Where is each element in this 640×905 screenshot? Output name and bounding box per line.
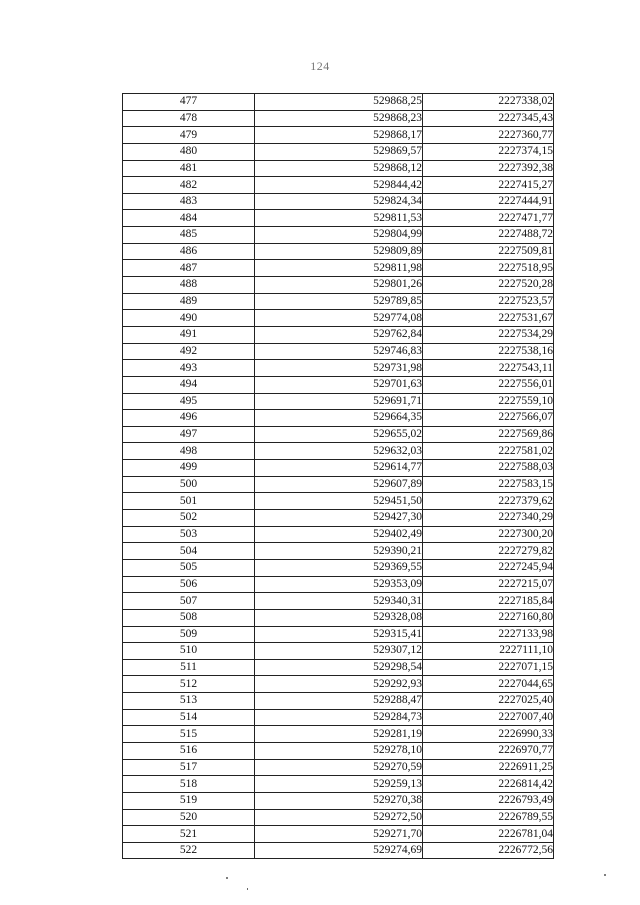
table-row xyxy=(123,676,554,693)
y-coordinate-cell: 2227523,57 xyxy=(423,293,554,310)
point-number-cell: 481 xyxy=(123,160,255,177)
point-number-cell: 515 xyxy=(123,726,255,743)
y-coordinate-cell: 2227566,07 xyxy=(423,410,554,427)
x-coordinate-cell: 529801,26 xyxy=(255,277,423,294)
point-number-cell: 492 xyxy=(123,343,255,360)
y-coordinate-cell: 2227518,95 xyxy=(423,260,554,277)
point-number-cell: 522 xyxy=(123,842,255,859)
point-number-cell: 480 xyxy=(123,143,255,160)
y-coordinate-cell: 2227588,03 xyxy=(423,460,554,477)
point-number-cell: 512 xyxy=(123,676,255,693)
y-coordinate-cell: 2227392,38 xyxy=(423,160,554,177)
point-number-cell: 483 xyxy=(123,193,255,210)
y-coordinate-cell: 2226772,56 xyxy=(423,842,554,859)
x-coordinate-cell: 529789,85 xyxy=(255,293,423,310)
x-coordinate-cell: 529328,08 xyxy=(255,609,423,626)
point-number-cell: 498 xyxy=(123,443,255,460)
scan-speck xyxy=(226,877,228,879)
x-coordinate-cell: 529284,73 xyxy=(255,709,423,726)
table-row xyxy=(123,110,554,127)
point-number-cell: 489 xyxy=(123,293,255,310)
y-coordinate-cell: 2227569,86 xyxy=(423,426,554,443)
x-coordinate-cell: 529288,47 xyxy=(255,693,423,710)
table-row xyxy=(123,326,554,343)
point-number-cell: 510 xyxy=(123,643,255,660)
table-row xyxy=(123,809,554,826)
point-number-cell: 485 xyxy=(123,227,255,244)
coordinates-table xyxy=(122,93,554,859)
table-row xyxy=(123,177,554,194)
point-number-cell: 519 xyxy=(123,792,255,809)
table-row xyxy=(123,426,554,443)
y-coordinate-cell: 2227543,11 xyxy=(423,360,554,377)
table-row xyxy=(123,476,554,493)
point-number-cell: 516 xyxy=(123,742,255,759)
y-coordinate-cell: 2227534,29 xyxy=(423,326,554,343)
y-coordinate-cell: 2227340,29 xyxy=(423,510,554,527)
x-coordinate-cell: 529824,34 xyxy=(255,193,423,210)
y-coordinate-cell: 2227111,10 xyxy=(423,643,554,660)
table-row xyxy=(123,576,554,593)
table-row xyxy=(123,143,554,160)
table-row xyxy=(123,410,554,427)
x-coordinate-cell: 529746,83 xyxy=(255,343,423,360)
y-coordinate-cell: 2226814,42 xyxy=(423,776,554,793)
x-coordinate-cell: 529278,10 xyxy=(255,742,423,759)
y-coordinate-cell: 2227071,15 xyxy=(423,659,554,676)
x-coordinate-cell: 529869,57 xyxy=(255,143,423,160)
y-coordinate-cell: 2226911,25 xyxy=(423,759,554,776)
table-row xyxy=(123,526,554,543)
table-row xyxy=(123,360,554,377)
x-coordinate-cell: 529731,98 xyxy=(255,360,423,377)
y-coordinate-cell: 2227556,01 xyxy=(423,376,554,393)
table-row xyxy=(123,792,554,809)
point-number-cell: 507 xyxy=(123,593,255,610)
point-number-cell: 511 xyxy=(123,659,255,676)
table-row xyxy=(123,227,554,244)
page-number: 124 xyxy=(310,59,330,73)
point-number-cell: 520 xyxy=(123,809,255,826)
point-number-cell: 514 xyxy=(123,709,255,726)
point-number-cell: 493 xyxy=(123,360,255,377)
y-coordinate-cell: 2227379,62 xyxy=(423,493,554,510)
x-coordinate-cell: 529868,25 xyxy=(255,94,423,111)
x-coordinate-cell: 529292,93 xyxy=(255,676,423,693)
y-coordinate-cell: 2227531,67 xyxy=(423,310,554,327)
table-row xyxy=(123,826,554,843)
point-number-cell: 521 xyxy=(123,826,255,843)
point-number-cell: 501 xyxy=(123,493,255,510)
table-row xyxy=(123,277,554,294)
x-coordinate-cell: 529774,08 xyxy=(255,310,423,327)
table-row xyxy=(123,343,554,360)
table-row xyxy=(123,460,554,477)
y-coordinate-cell: 2227374,15 xyxy=(423,143,554,160)
x-coordinate-cell: 529614,77 xyxy=(255,460,423,477)
table-row xyxy=(123,593,554,610)
y-coordinate-cell: 2227509,81 xyxy=(423,243,554,260)
table-row xyxy=(123,293,554,310)
x-coordinate-cell: 529270,38 xyxy=(255,792,423,809)
x-coordinate-cell: 529451,50 xyxy=(255,493,423,510)
y-coordinate-cell: 2226970,77 xyxy=(423,742,554,759)
x-coordinate-cell: 529307,12 xyxy=(255,643,423,660)
y-coordinate-cell: 2227338,02 xyxy=(423,94,554,111)
x-coordinate-cell: 529274,69 xyxy=(255,842,423,859)
point-number-cell: 502 xyxy=(123,510,255,527)
table-row xyxy=(123,693,554,710)
point-number-cell: 506 xyxy=(123,576,255,593)
table-row xyxy=(123,726,554,743)
scan-speck xyxy=(604,874,606,876)
table-row xyxy=(123,393,554,410)
table-row xyxy=(123,160,554,177)
y-coordinate-cell: 2227583,15 xyxy=(423,476,554,493)
table-row xyxy=(123,193,554,210)
y-coordinate-cell: 2227581,02 xyxy=(423,443,554,460)
y-coordinate-cell: 2227520,28 xyxy=(423,277,554,294)
x-coordinate-cell: 529353,09 xyxy=(255,576,423,593)
x-coordinate-cell: 529402,49 xyxy=(255,526,423,543)
point-number-cell: 505 xyxy=(123,559,255,576)
y-coordinate-cell: 2227133,98 xyxy=(423,626,554,643)
y-coordinate-cell: 2227215,07 xyxy=(423,576,554,593)
table-row xyxy=(123,310,554,327)
x-coordinate-cell: 529804,99 xyxy=(255,227,423,244)
y-coordinate-cell: 2227360,77 xyxy=(423,127,554,144)
x-coordinate-cell: 529369,55 xyxy=(255,559,423,576)
x-coordinate-cell: 529298,54 xyxy=(255,659,423,676)
point-number-cell: 482 xyxy=(123,177,255,194)
point-number-cell: 495 xyxy=(123,393,255,410)
table-row xyxy=(123,709,554,726)
y-coordinate-cell: 2227538,16 xyxy=(423,343,554,360)
point-number-cell: 517 xyxy=(123,759,255,776)
point-number-cell: 490 xyxy=(123,310,255,327)
x-coordinate-cell: 529868,23 xyxy=(255,110,423,127)
point-number-cell: 484 xyxy=(123,210,255,227)
x-coordinate-cell: 529427,30 xyxy=(255,510,423,527)
point-number-cell: 494 xyxy=(123,376,255,393)
x-coordinate-cell: 529762,84 xyxy=(255,326,423,343)
point-number-cell: 504 xyxy=(123,543,255,560)
y-coordinate-cell: 2226781,04 xyxy=(423,826,554,843)
x-coordinate-cell: 529315,41 xyxy=(255,626,423,643)
y-coordinate-cell: 2227160,80 xyxy=(423,609,554,626)
table-row xyxy=(123,510,554,527)
x-coordinate-cell: 529868,12 xyxy=(255,160,423,177)
x-coordinate-cell: 529701,63 xyxy=(255,376,423,393)
coordinates-table-body xyxy=(123,94,554,859)
scan-speck xyxy=(247,888,248,890)
x-coordinate-cell: 529811,98 xyxy=(255,260,423,277)
y-coordinate-cell: 2227300,20 xyxy=(423,526,554,543)
table-row xyxy=(123,376,554,393)
x-coordinate-cell: 529270,59 xyxy=(255,759,423,776)
point-number-cell: 499 xyxy=(123,460,255,477)
table-row xyxy=(123,127,554,144)
table-row xyxy=(123,742,554,759)
table-row xyxy=(123,493,554,510)
x-coordinate-cell: 529844,42 xyxy=(255,177,423,194)
y-coordinate-cell: 2227444,91 xyxy=(423,193,554,210)
table-row xyxy=(123,443,554,460)
point-number-cell: 486 xyxy=(123,243,255,260)
point-number-cell: 477 xyxy=(123,94,255,111)
y-coordinate-cell: 2226793,49 xyxy=(423,792,554,809)
point-number-cell: 497 xyxy=(123,426,255,443)
table-row xyxy=(123,243,554,260)
y-coordinate-cell: 2227279,82 xyxy=(423,543,554,560)
point-number-cell: 488 xyxy=(123,277,255,294)
table-row xyxy=(123,260,554,277)
x-coordinate-cell: 529632,03 xyxy=(255,443,423,460)
table-row xyxy=(123,609,554,626)
table-row xyxy=(123,659,554,676)
point-number-cell: 487 xyxy=(123,260,255,277)
point-number-cell: 500 xyxy=(123,476,255,493)
y-coordinate-cell: 2227345,43 xyxy=(423,110,554,127)
point-number-cell: 478 xyxy=(123,110,255,127)
y-coordinate-cell: 2227025,40 xyxy=(423,693,554,710)
x-coordinate-cell: 529809,89 xyxy=(255,243,423,260)
table-row xyxy=(123,559,554,576)
y-coordinate-cell: 2226789,55 xyxy=(423,809,554,826)
point-number-cell: 518 xyxy=(123,776,255,793)
point-number-cell: 509 xyxy=(123,626,255,643)
y-coordinate-cell: 2226990,33 xyxy=(423,726,554,743)
y-coordinate-cell: 2227488,72 xyxy=(423,227,554,244)
x-coordinate-cell: 529272,50 xyxy=(255,809,423,826)
y-coordinate-cell: 2227007,40 xyxy=(423,709,554,726)
x-coordinate-cell: 529281,19 xyxy=(255,726,423,743)
table-row xyxy=(123,94,554,111)
table-row xyxy=(123,759,554,776)
point-number-cell: 513 xyxy=(123,693,255,710)
x-coordinate-cell: 529655,02 xyxy=(255,426,423,443)
point-number-cell: 503 xyxy=(123,526,255,543)
y-coordinate-cell: 2227471,77 xyxy=(423,210,554,227)
table-row xyxy=(123,626,554,643)
table-row xyxy=(123,842,554,859)
point-number-cell: 496 xyxy=(123,410,255,427)
x-coordinate-cell: 529664,35 xyxy=(255,410,423,427)
table-row xyxy=(123,643,554,660)
x-coordinate-cell: 529811,53 xyxy=(255,210,423,227)
x-coordinate-cell: 529259,13 xyxy=(255,776,423,793)
y-coordinate-cell: 2227185,84 xyxy=(423,593,554,610)
y-coordinate-cell: 2227559,10 xyxy=(423,393,554,410)
point-number-cell: 479 xyxy=(123,127,255,144)
x-coordinate-cell: 529340,31 xyxy=(255,593,423,610)
y-coordinate-cell: 2227415,27 xyxy=(423,177,554,194)
point-number-cell: 508 xyxy=(123,609,255,626)
x-coordinate-cell: 529390,21 xyxy=(255,543,423,560)
x-coordinate-cell: 529691,71 xyxy=(255,393,423,410)
y-coordinate-cell: 2227245,94 xyxy=(423,559,554,576)
x-coordinate-cell: 529868,17 xyxy=(255,127,423,144)
table-row xyxy=(123,210,554,227)
y-coordinate-cell: 2227044,65 xyxy=(423,676,554,693)
x-coordinate-cell: 529271,70 xyxy=(255,826,423,843)
x-coordinate-cell: 529607,89 xyxy=(255,476,423,493)
table-row xyxy=(123,543,554,560)
point-number-cell: 491 xyxy=(123,326,255,343)
table-row xyxy=(123,776,554,793)
